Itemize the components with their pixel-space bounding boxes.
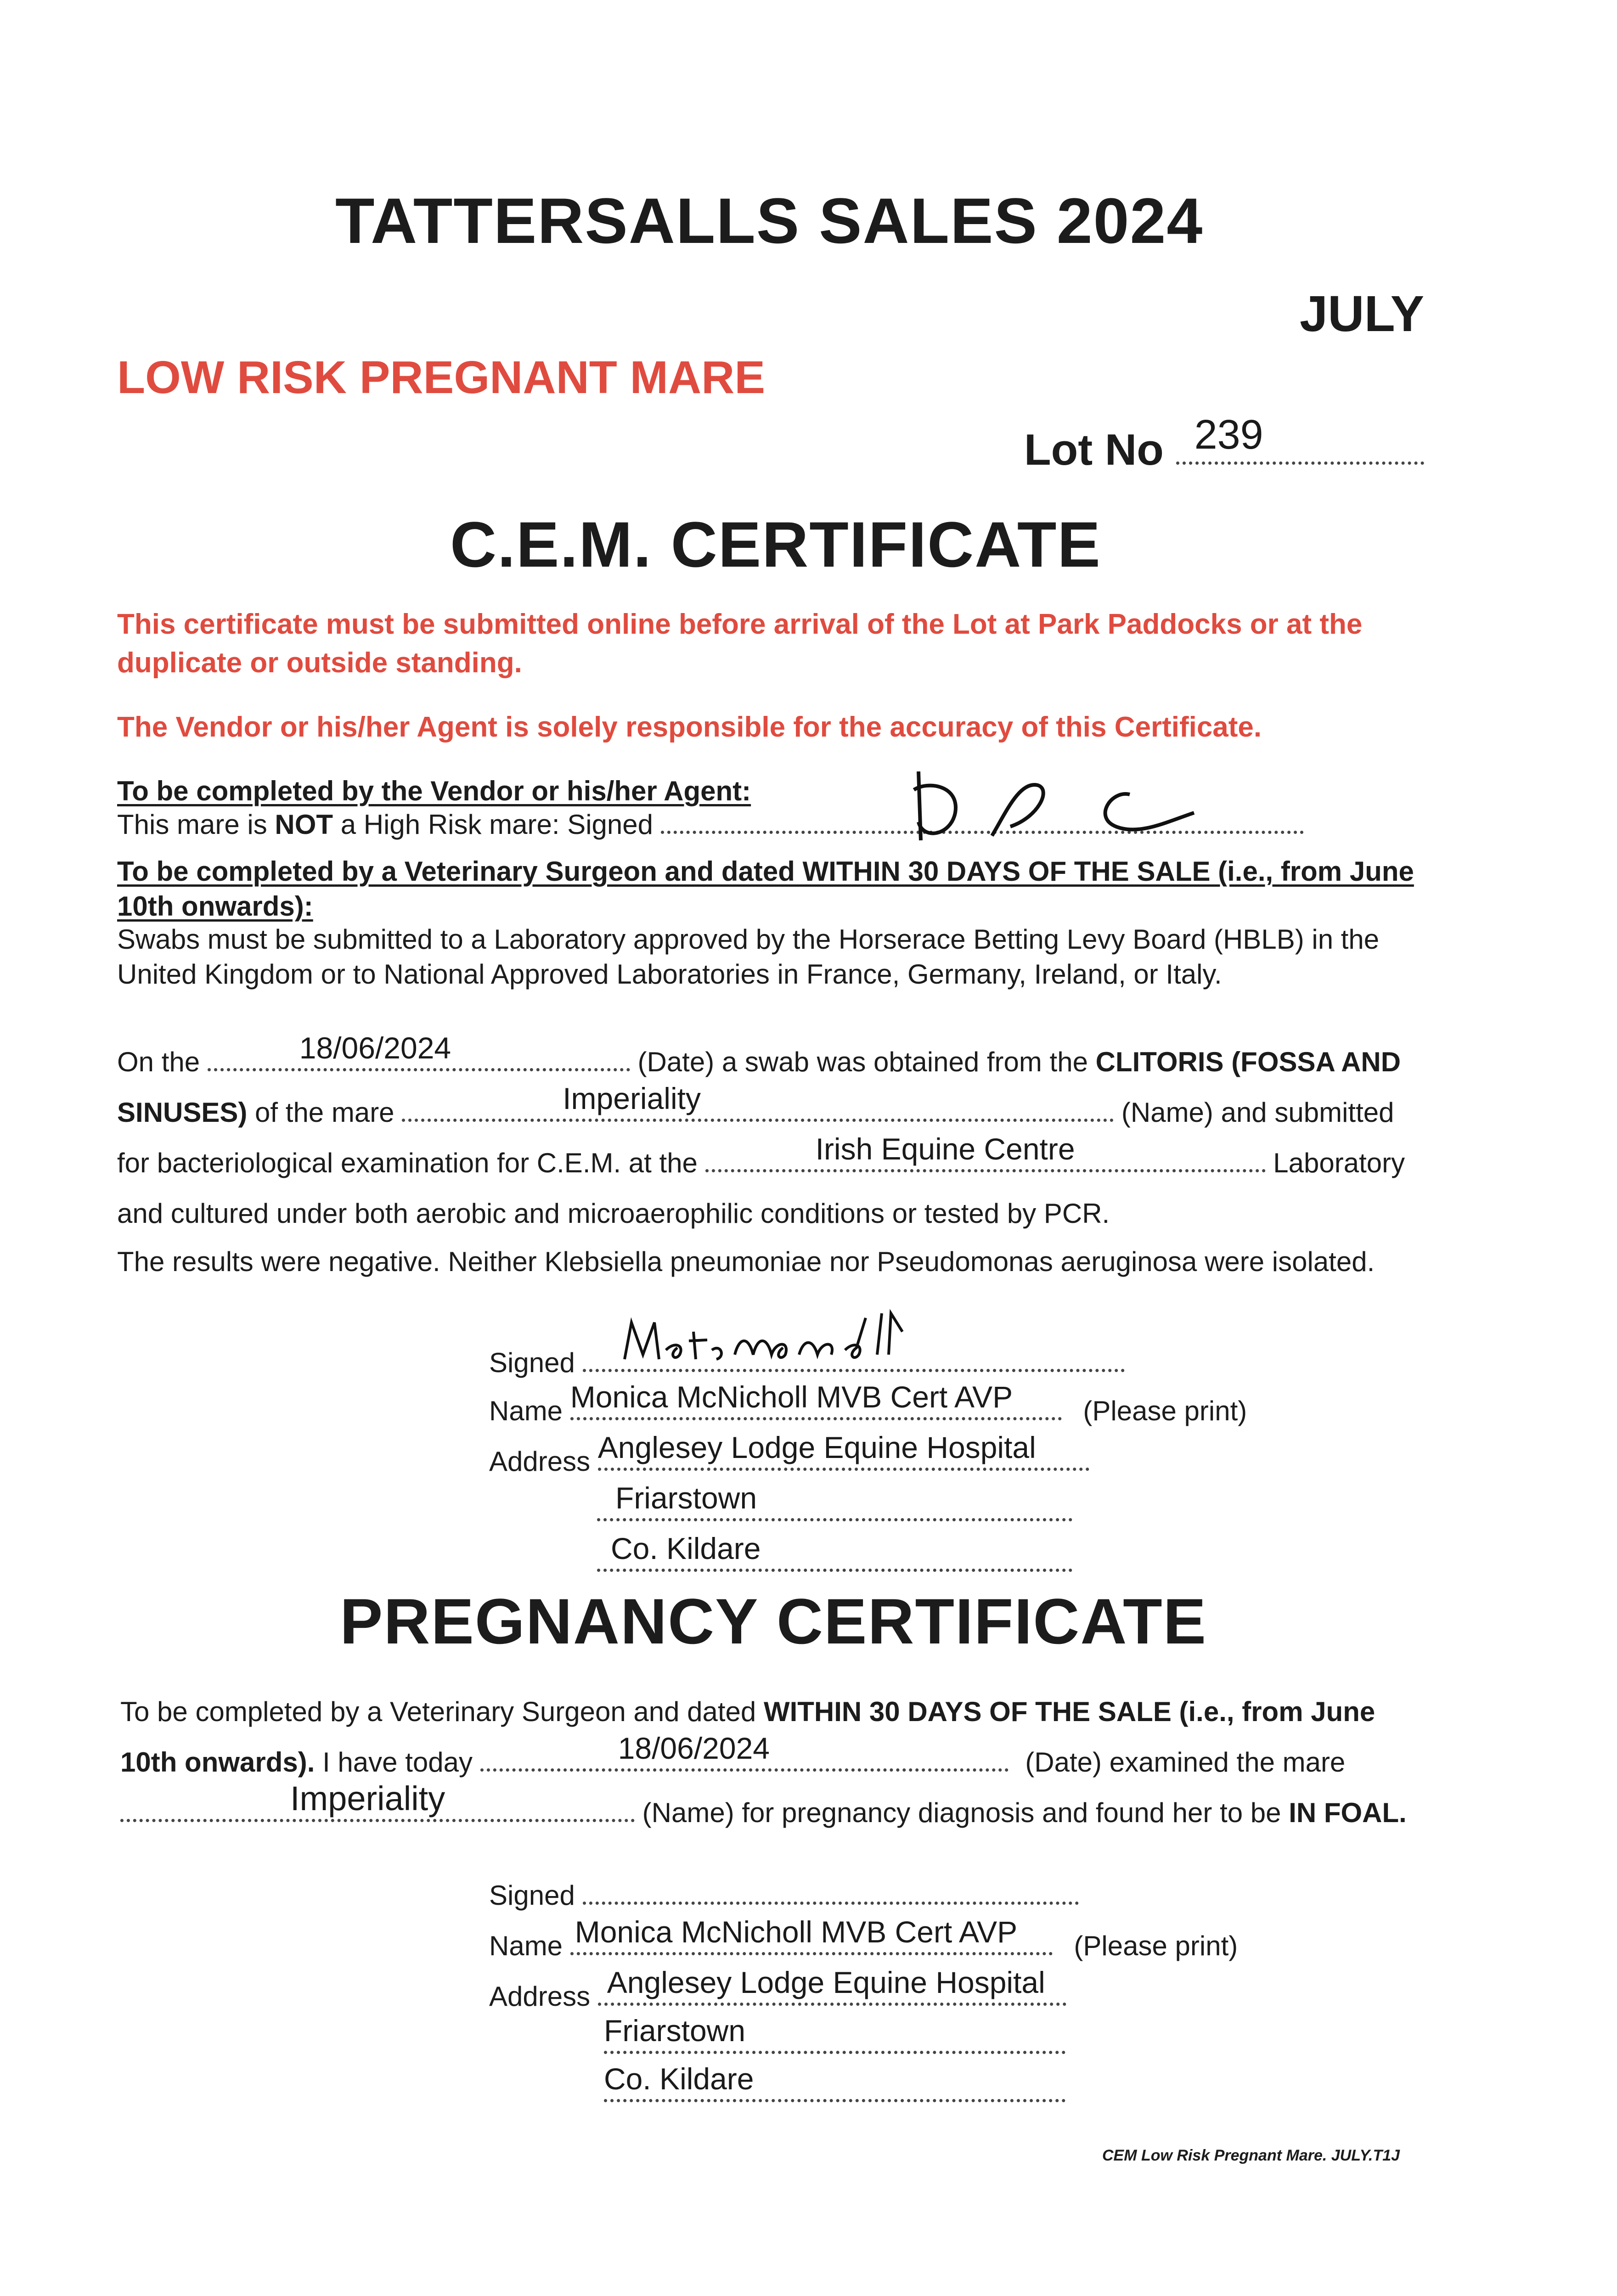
sale-month: JULY (1300, 286, 1425, 342)
cem-submission-notice: This certificate must be submitted online before arrival of the Lot at Park Paddocks or at the duplicate or outside standing. (117, 608, 1363, 679)
pregnancy-mare-name-value: Imperiality (290, 1779, 445, 1818)
cem-address-row-1: Address Anglesey Lodge Equine Hospital (489, 1444, 1089, 1479)
pregnancy-address-3-value: Co. Kildare (604, 2062, 754, 2096)
exam-date-value: 18/06/2024 (618, 1731, 770, 1765)
cem-responsibility-notice: The Vendor or his/her Agent is solely responsible for the accuracy of this Certificate. (117, 711, 1262, 743)
mare-name-value: Imperiality (563, 1081, 701, 1115)
cem-name-row: Name Monica McNicholl MVB Cert AVP (Please print) (489, 1380, 1247, 1426)
mare-name-field[interactable] (402, 1081, 1114, 1122)
lot-label: Lot No (1024, 425, 1164, 474)
pregnancy-address-row-1: Address Anglesey Lodge Equine Hospital (489, 1979, 1066, 2014)
pregnancy-address-row-2 (604, 2014, 1065, 2062)
pregnancy-address-line-2[interactable] (604, 2014, 1065, 2054)
results-statement: The results were negative. Neither Klebsiella pneumoniae nor Pseudomonas aeruginosa were isolated. (117, 1246, 1375, 1277)
cem-address-3-value: Co. Kildare (611, 1531, 761, 1565)
pregnancy-address-2-value: Friarstown (604, 2014, 746, 2048)
swab-date-value: 18/06/2024 (299, 1031, 451, 1065)
pregnancy-vet-name-value: Monica McNicholl MVB Cert AVP (575, 1915, 1018, 1949)
swab-date-line: On the 18/06/2024 (Date) a swab was obtained from the CLITORIS (FOSSA AND (117, 1031, 1401, 1077)
laboratory-value: Irish Equine Centre (815, 1132, 1075, 1166)
cem-address-line-2[interactable] (597, 1481, 1072, 1521)
swab-laboratory-note: Swabs must be submitted to a Laboratory approved by the Horserace Betting Levy Board (HBLB) in the United Kingdom or to National Approved Laboratories in France, Germany, Ireland, or Italy. (117, 924, 1380, 990)
cem-address-2-value: Friarstown (615, 1481, 757, 1515)
lot-number-value: 239 (1194, 412, 1263, 458)
cem-address-line-3[interactable] (597, 1531, 1072, 1572)
lot-number-row (1024, 412, 1424, 475)
cem-address-1-value: Anglesey Lodge Equine Hospital (597, 1430, 1036, 1464)
form-reference-footer: CEM Low Risk Pregnant Mare. JULY.T1J (1102, 2147, 1400, 2164)
mare-name-line: SINUSES) of the mare Imperiality (Name) and submitted (117, 1081, 1394, 1128)
pregnancy-signature-field (583, 1902, 1079, 1905)
cem-title: C.E.M. CERTIFICATE (450, 508, 1101, 580)
pregnancy-address-1-value: Anglesey Lodge Equine Hospital (607, 1965, 1045, 1999)
cem-vet-name-value: Monica McNicholl MVB Cert AVP (570, 1380, 1013, 1414)
pregnancy-signed-row: Signed (489, 1878, 1079, 1913)
vendor-declaration: This mare is NOT a High Risk mare: Signed (117, 807, 1304, 842)
pregnancy-mare-name-field[interactable] (120, 1779, 635, 1822)
pregnancy-name-row: Name Monica McNicholl MVB Cert AVP (Please print) (489, 1915, 1238, 1961)
cem-address-row-3 (597, 1531, 1072, 1580)
cem-signed-row: Signed (489, 1345, 1125, 1380)
pregnancy-line-1: To be completed by a Veterinary Surgeon and dated WITHIN 30 DAYS OF THE SALE (i.e., from June (120, 1696, 1375, 1727)
vendor-signature-drawing (900, 762, 1222, 854)
laboratory-field[interactable] (705, 1132, 1266, 1172)
page-title: TATTERSALLS SALES 2024 (335, 185, 1204, 257)
vendor-section-heading: To be completed by the Vendor or his/her Agent: (117, 776, 751, 806)
pregnancy-address-line-3[interactable] (604, 2062, 1065, 2102)
lot-number-field (1176, 412, 1424, 465)
pregnancy-title: PREGNANCY CERTIFICATE (340, 1585, 1207, 1657)
pregnancy-address-row-3 (604, 2062, 1065, 2110)
cem-vet-signature-drawing (615, 1304, 909, 1378)
cem-address-row-2 (597, 1481, 1072, 1530)
pregnancy-line-3: Imperiality (Name) for pregnancy diagnosis and found her to be IN FOAL. (120, 1795, 1407, 1830)
certificate-category: LOW RISK PREGNANT MARE (117, 352, 766, 403)
pregnancy-line-2: 10th onwards). I have today 18/06/2024 (Date) examined the mare (120, 1731, 1346, 1778)
exam-date-field[interactable] (480, 1731, 1009, 1772)
culture-statement: and cultured under both aerobic and microaerophilic conditions or tested by PCR. (117, 1198, 1110, 1229)
laboratory-line: for bacteriological examination for C.E.M. at the Irish Equine Centre Laboratory (117, 1132, 1405, 1178)
swab-date-field[interactable] (208, 1031, 630, 1071)
vet-section-heading: To be completed by a Veterinary Surgeon and dated WITHIN 30 DAYS OF THE SALE (i.e., from June 10th onwards): (117, 856, 1414, 922)
